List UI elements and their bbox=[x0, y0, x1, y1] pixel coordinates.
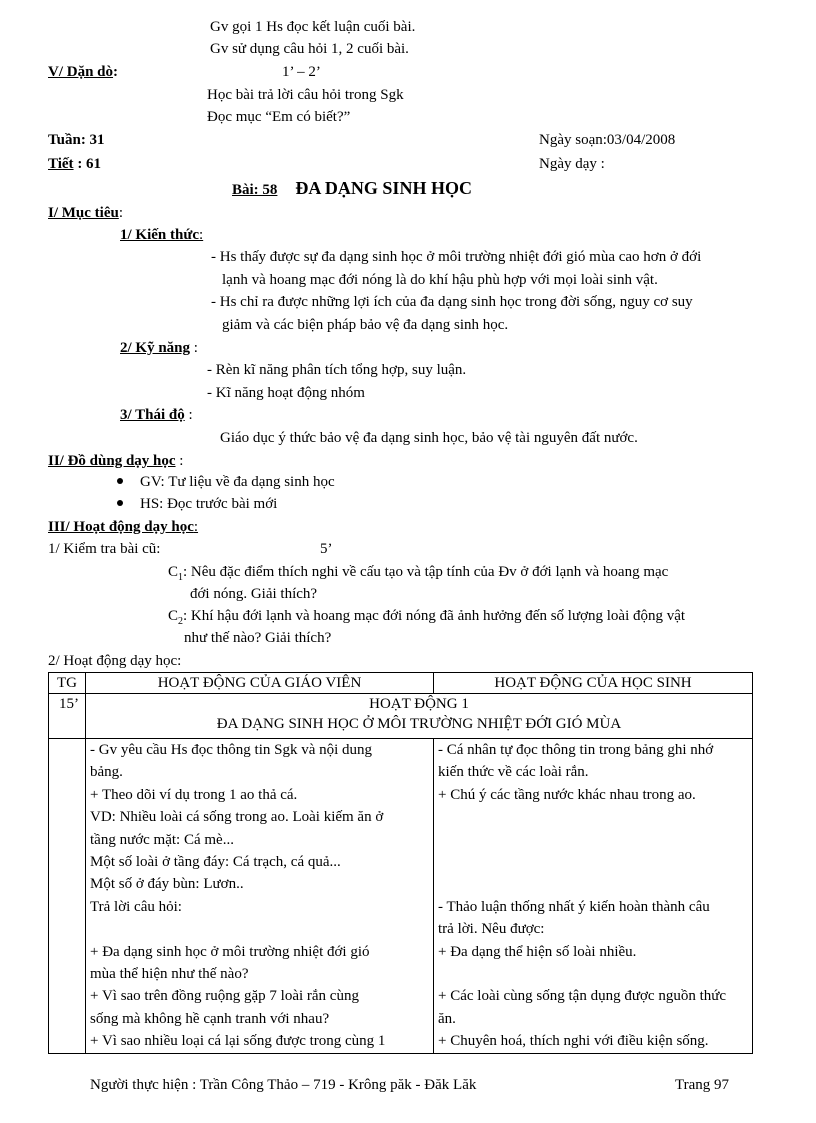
question-1a bbox=[168, 563, 668, 587]
teacher-line: Trả lời câu hỏi: bbox=[90, 898, 182, 915]
section-ii-title: II/ Đồ dùng dạy học bbox=[48, 453, 176, 469]
student-line: trả lời. Nêu được: bbox=[438, 921, 545, 938]
section-v-heading bbox=[48, 63, 118, 81]
student-line: + Chú ý các tầng nước khác nhau trong ao. bbox=[438, 786, 696, 803]
student-line: + Các loài cùng sống tận dụng được nguồn thức bbox=[438, 988, 727, 1005]
question-1-sub: 1 bbox=[178, 572, 184, 583]
teacher-line: Một số ở đáy bùn: Lươn.. bbox=[90, 876, 244, 893]
question-2-text: : Khí hậu đới lạnh và hoang mạc đới nóng đã ảnh hưởng đến số lượng loài động vật bbox=[183, 608, 686, 624]
knowledge-heading bbox=[120, 226, 203, 244]
activity-subtitle: ĐA DẠNG SINH HỌC Ở MÔI TRƯỜNG NHIỆT ĐỚI GIÓ MÙA bbox=[216, 716, 622, 732]
skills-title: 2/ Kỹ năng bbox=[120, 340, 191, 356]
knowledge-1a: - Hs thấy được sự đa dạng sinh học ở môi trường nhiệt đới gió mùa cao hơn ở đới bbox=[211, 249, 702, 265]
knowledge-2b: giảm và các biện pháp bảo vệ đa dạng sinh học. bbox=[222, 317, 509, 333]
question-1-label: C bbox=[168, 564, 179, 580]
knowledge-colon: : bbox=[199, 227, 204, 243]
period-value: : 61 bbox=[73, 156, 102, 172]
student-line: + Chuyên hoá, thích nghi với điều kiện sống. bbox=[438, 1033, 709, 1050]
section-ii-colon: : bbox=[175, 453, 184, 469]
section-i-colon: : bbox=[118, 205, 123, 221]
teach-date: Ngày dạy : bbox=[539, 156, 605, 172]
activity-content-row bbox=[49, 739, 753, 1054]
question-1b: đới nóng. Giải thích? bbox=[190, 586, 318, 602]
activities-label: 2/ Hoạt động dạy học: bbox=[48, 653, 182, 669]
activity-tg-cell bbox=[49, 739, 86, 1054]
skills-colon: : bbox=[190, 340, 198, 356]
student-activity-cell bbox=[434, 739, 753, 1054]
activity-title: HOẠT ĐỘNG 1 bbox=[369, 696, 469, 712]
section-i-title: I/ Mục tiêu bbox=[48, 205, 119, 221]
knowledge-2a: - Hs chỉ ra được những lợi ích của đa dạng sinh học trong đời sống, nguy cơ suy bbox=[211, 294, 693, 310]
section-i-heading bbox=[48, 204, 123, 222]
period-label-text: Tiết bbox=[48, 156, 74, 172]
lesson-label: Bài: 58 bbox=[232, 182, 278, 198]
knowledge-1b: lạnh và hoang mạc đới nóng là do khí hậu phù hợp với mọi loài sinh vật. bbox=[222, 272, 658, 288]
section-iii-title: III/ Hoạt động dạy học bbox=[48, 519, 194, 535]
section-iii-heading bbox=[48, 518, 198, 536]
question-2-label: C bbox=[168, 608, 179, 624]
question-2-sub: 2 bbox=[178, 616, 184, 627]
teacher-line: + Vì sao trên đồng ruộng gặp 7 loài rắn cùng bbox=[90, 988, 359, 1005]
header-student: HOẠT ĐỘNG CỦA HỌC SINH bbox=[434, 673, 753, 694]
section-v-colon: : bbox=[113, 64, 119, 80]
period-label bbox=[48, 155, 101, 173]
student-line-blank bbox=[434, 829, 752, 851]
student-line-blank bbox=[434, 806, 752, 828]
student-line: ăn. bbox=[438, 1010, 456, 1027]
note-line-2: Gv sử dụng câu hỏi 1, 2 cuối bài. bbox=[210, 41, 409, 57]
teacher-line: VD: Nhiều loài cá sống trong ao. Loài kiếm ăn ở bbox=[90, 809, 384, 826]
section-v-line-1: Học bài trả lời câu hỏi trong Sgk bbox=[207, 87, 404, 103]
header-teacher: HOẠT ĐỘNG CỦA GIÁO VIÊN bbox=[86, 673, 434, 694]
teacher-line: mùa thể hiện như thế nào? bbox=[90, 966, 249, 983]
teacher-line: + Theo dõi ví dụ trong 1 ao thả cá. bbox=[90, 786, 298, 803]
skill-2: - Kĩ năng hoạt động nhóm bbox=[207, 385, 365, 401]
attitude-heading bbox=[120, 406, 193, 424]
section-iii-colon: : bbox=[193, 519, 199, 535]
skill-1: - Rèn kĩ năng phân tích tổng hợp, suy luận. bbox=[207, 362, 467, 378]
student-line: + Đa dạng thể hiện số loài nhiều. bbox=[438, 943, 637, 960]
teacher-line: bảng. bbox=[90, 764, 123, 781]
activity-table bbox=[48, 672, 753, 1054]
materials-hs: HS: Đọc trước bài mới bbox=[140, 496, 278, 512]
check-time: 5’ bbox=[320, 541, 333, 557]
activity-title-row bbox=[49, 694, 753, 739]
lesson-title: ĐA DẠNG SINH HỌC bbox=[295, 178, 472, 198]
activity-time: 15’ bbox=[49, 694, 86, 739]
bullet-dot-icon bbox=[117, 478, 123, 484]
teacher-activity-cell bbox=[86, 739, 434, 1054]
teacher-line: Một số loài ở tầng đáy: Cá trạch, cá quả... bbox=[90, 854, 341, 871]
student-line-blank bbox=[434, 963, 752, 985]
attitude-title: 3/ Thái độ bbox=[120, 407, 185, 423]
student-line: - Thảo luận thống nhất ý kiến hoàn thành câu bbox=[438, 898, 710, 915]
check-label: 1/ Kiểm tra bài cũ: bbox=[48, 541, 161, 557]
note-line-1: Gv gọi 1 Hs đọc kết luận cuối bài. bbox=[210, 19, 416, 35]
teacher-line: sống mà không hề cạnh tranh với nhau? bbox=[90, 1010, 330, 1027]
activity-title-cell bbox=[86, 694, 753, 739]
footer-page-number: Trang 97 bbox=[675, 1077, 730, 1093]
student-line-blank bbox=[434, 873, 752, 895]
section-v-title: V/ Dặn dò bbox=[48, 64, 114, 80]
question-2b: như thế nào? Giải thích? bbox=[184, 630, 332, 646]
knowledge-title: 1/ Kiến thức bbox=[120, 227, 199, 243]
header-tg: TG bbox=[49, 673, 86, 694]
materials-gv: GV: Tư liệu về đa dạng sinh học bbox=[140, 474, 335, 490]
week-label: Tuần: 31 bbox=[48, 132, 105, 148]
skills-heading bbox=[120, 339, 198, 357]
teacher-line: - Gv yêu cầu Hs đọc thông tin Sgk và nội dung bbox=[90, 742, 373, 758]
student-line: kiến thức về các loài rắn. bbox=[438, 764, 589, 781]
teacher-line: + Vì sao nhiều loại cá lại sống được trong cùng 1 bbox=[90, 1033, 386, 1050]
teacher-line-blank bbox=[86, 918, 433, 940]
attitude-colon: : bbox=[184, 407, 193, 423]
section-v-time: 1’ – 2’ bbox=[282, 64, 321, 80]
bullet-dot-icon bbox=[117, 500, 123, 506]
lesson-header bbox=[232, 179, 472, 199]
table-header-row bbox=[49, 673, 753, 694]
section-ii-heading bbox=[48, 452, 183, 470]
section-v-line-2: Đọc mục “Em có biết?” bbox=[207, 109, 351, 125]
teacher-line: + Đa dạng sinh học ở môi trường nhiệt đới gió bbox=[90, 943, 370, 960]
attitude-1: Giáo dục ý thức bảo vệ đa dạng sinh học, bảo vệ tài nguyên đất nước. bbox=[220, 430, 638, 446]
student-line-blank bbox=[434, 851, 752, 873]
question-1-text: : Nêu đặc điểm thích nghi về cấu tạo và tập tính của Đv ở đới lạnh và hoang mạc bbox=[183, 564, 669, 580]
teacher-line: tầng nước mặt: Cá mè... bbox=[90, 831, 234, 848]
prep-date: Ngày soạn:03/04/2008 bbox=[539, 132, 676, 148]
footer-author: Người thực hiện : Trần Công Thảo – 719 - Krông păk - Đăk Lăk bbox=[90, 1077, 477, 1093]
question-2a bbox=[168, 607, 685, 631]
student-line: - Cá nhân tự đọc thông tin trong bảng ghi nhớ bbox=[438, 742, 714, 758]
